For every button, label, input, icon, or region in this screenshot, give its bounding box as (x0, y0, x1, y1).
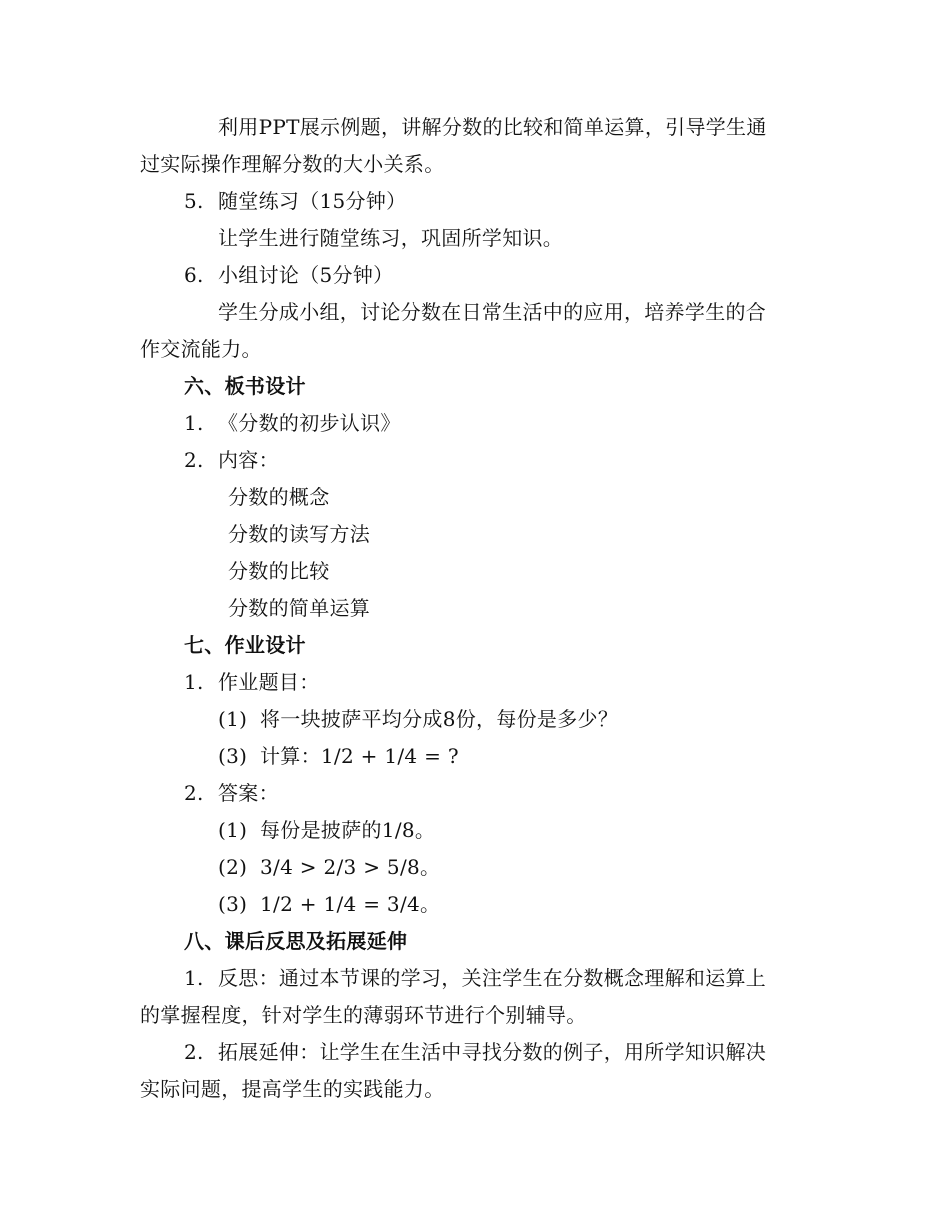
section6-item1-text: 《分数的初步认识》 (218, 411, 401, 435)
step6-text-line2: 作交流能力。 (140, 337, 262, 361)
question-1-text: 将一块披萨平均分成8份，每份是多少？ (260, 707, 619, 731)
step6-title-text: 小组讨论（5分钟） (218, 263, 394, 287)
answer-3-number: (3) (218, 892, 248, 916)
answer-2-number: (2) (218, 855, 248, 879)
content-item: 分数的比较 (228, 559, 330, 583)
step6-text-line1: 学生分成小组，讨论分数在日常生活中的应用，培养学生的合 (218, 300, 767, 324)
answer-1-number: (1) (218, 818, 248, 842)
section8-item1-line2: 的掌握程度，针对学生的薄弱环节进行个别辅导。 (140, 1003, 587, 1027)
section6-item2-number: 2. (184, 448, 204, 472)
step4-text-line1: 利用PPT展示例题，讲解分数的比较和简单运算，引导学生通 (218, 115, 767, 139)
question-3-number: (3) (218, 744, 248, 768)
step4-text-line2: 过实际操作理解分数的大小关系。 (140, 152, 445, 176)
answer-2 (218, 854, 440, 880)
answer-3-text: 1/2 + 1/4 = 3/4。 (260, 892, 441, 916)
step5-title-text: 随堂练习（15分钟） (218, 189, 407, 213)
section7-item1-text: 作业题目： (218, 670, 320, 694)
section6-item1-number: 1. (184, 411, 204, 435)
question-3-text: 计算：1/2 + 1/4 = ? (260, 744, 459, 768)
section8-heading: 八、课后反思及拓展延伸 (184, 929, 408, 953)
section7-item2 (184, 780, 279, 806)
section7-item2-number: 2. (184, 781, 204, 805)
step5-text: 让学生进行随堂练习，巩固所学知识。 (218, 226, 564, 250)
section7-heading: 七、作业设计 (184, 633, 306, 657)
section8-item2-line2: 实际问题，提高学生的实践能力。 (140, 1077, 445, 1101)
answer-3 (218, 891, 440, 917)
section8-item1-line1 (184, 965, 766, 991)
section8-item2-number: 2. (184, 1040, 204, 1064)
step5-number: 5. (184, 189, 204, 213)
content-item: 分数的读写方法 (228, 522, 371, 546)
step6-title (184, 262, 393, 288)
section8-item1-text: 反思：通过本节课的学习，关注学生在分数概念理解和运算上 (218, 966, 767, 990)
step5-title (184, 188, 406, 214)
section7-item2-text: 答案： (218, 781, 279, 805)
section7-item1 (184, 669, 320, 695)
section6-item1 (184, 410, 401, 436)
question-1 (218, 706, 618, 732)
step6-number: 6. (184, 263, 204, 287)
answer-1-text: 每份是披萨的1/8。 (260, 818, 436, 842)
question-1-number: (1) (218, 707, 248, 731)
section6-item2 (184, 447, 279, 473)
section8-item2-line1 (184, 1039, 766, 1065)
section7-item1-number: 1. (184, 670, 204, 694)
question-3 (218, 743, 459, 769)
section6-heading: 六、板书设计 (184, 374, 306, 398)
answer-2-text: 3/4 > 2/3 > 5/8。 (260, 855, 441, 879)
section8-item2-text: 拓展延伸：让学生在生活中寻找分数的例子，用所学知识解决 (218, 1040, 767, 1064)
answer-1 (218, 817, 435, 843)
section6-item2-text: 内容： (218, 448, 279, 472)
content-item: 分数的简单运算 (228, 596, 371, 620)
content-item: 分数的概念 (228, 485, 330, 509)
section8-item1-number: 1. (184, 966, 204, 990)
